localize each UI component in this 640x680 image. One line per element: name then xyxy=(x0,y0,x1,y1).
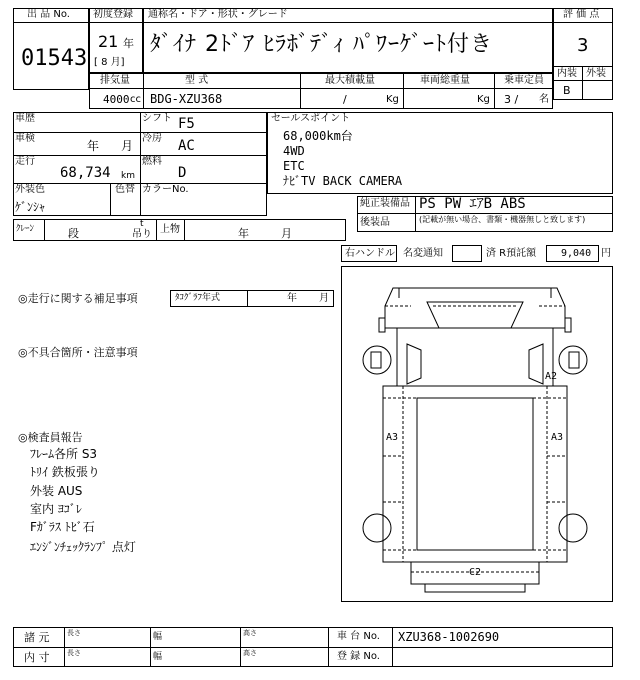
sales-line: ﾅﾋﾞTV BACK CAMERA xyxy=(283,174,403,188)
exterior-label: 外装 xyxy=(586,68,606,79)
color-label: 外装色 xyxy=(15,184,45,195)
name-change-box xyxy=(452,245,482,262)
capacity-unit: 名 xyxy=(539,94,549,105)
registration-label: 登 録 No. xyxy=(337,651,380,662)
sales-line: 68,000km台 xyxy=(283,129,353,143)
kg-unit-2: Kg xyxy=(477,94,490,105)
inspection-month: 月 xyxy=(121,139,134,153)
crane-steps: 段 xyxy=(68,227,79,240)
model-value: BDG-XZU368 xyxy=(150,92,223,106)
inspector-line: 室内 ﾖｺﾞﾚ xyxy=(30,502,82,516)
displacement-value: 4000 xyxy=(103,93,130,106)
lift-label: 上物 xyxy=(160,224,180,235)
dims-label: 諸 元 xyxy=(24,631,50,644)
damage-mark-a3-right: A3 xyxy=(551,432,564,443)
damage-mark-a2: A2 xyxy=(545,371,558,382)
grade-value: 3 xyxy=(577,35,589,56)
mileage-value: 68,734 xyxy=(60,165,111,181)
running-notes-label: ◎走行に関する補足事項 xyxy=(18,292,138,305)
chassis-label: 車 台 No. xyxy=(337,631,380,642)
damage-mark-a3-left: A3 xyxy=(386,432,399,443)
tacho-label: ﾀｺｸﾞﾗﾌ年式 xyxy=(175,293,221,303)
sales-line: 4WD xyxy=(283,144,305,158)
inspector-line: Fｶﾞﾗｽ ﾄﾋﾞ石 xyxy=(30,520,95,534)
equipment-label: 純正装備品 xyxy=(360,198,410,209)
first-reg-label: 初度登録 xyxy=(93,9,133,20)
equipment-value: PS PW ｴｱB ABS xyxy=(419,196,526,212)
shift-label: シフト xyxy=(142,113,172,124)
gross-weight-label: 車両総重量 xyxy=(420,75,470,86)
rhd-label: 右ハンドル xyxy=(345,248,395,259)
lift-month: 月 xyxy=(281,227,292,240)
inspection-label: 車検 xyxy=(15,133,35,144)
damage-mark-c2: C2 xyxy=(469,567,482,578)
vehicle-name: ﾀﾞｲﾅ 2ﾄﾞｱ ﾋﾗﾎﾞﾃﾞｨ ﾊﾟﾜｰｹﾞｰﾄ付き xyxy=(150,32,493,57)
displacement-unit: cc xyxy=(130,94,141,105)
recycle-value: 9,040 xyxy=(561,248,592,259)
ac-label: 冷房 xyxy=(142,133,162,144)
capacity-value: 3 / xyxy=(504,93,519,106)
reg-month: [ 8 月] xyxy=(94,57,125,68)
name-change-label: 名変通知 xyxy=(403,248,443,259)
aftermarket-label: 後装品 xyxy=(360,217,390,228)
name-label: 通称名・ドア・形状・グレード xyxy=(148,9,288,20)
inspector-line: ﾌﾚｰﾑ各所 S3 xyxy=(30,447,98,461)
yen-unit: 円 xyxy=(601,248,611,259)
inspector-line: 外装 AUS xyxy=(30,484,83,498)
ac-value: AC xyxy=(178,138,195,154)
interior-grade: B xyxy=(563,84,571,97)
inner-dims-label: 内 寸 xyxy=(24,651,50,664)
inspector-report-label: ◎検査員報告 xyxy=(18,431,83,444)
color-no-label: カラーNo. xyxy=(142,184,189,195)
aftermarket-note: (記載が無い場合、書類・機器無しと致します) xyxy=(419,215,586,224)
recycle-label: 済 R預託額 xyxy=(486,248,537,259)
length-label: 長さ xyxy=(67,629,81,637)
fuel-label: 燃料 xyxy=(142,156,162,167)
max-load-label: 最大積載量 xyxy=(325,75,375,86)
reg-year: 21 xyxy=(98,32,119,51)
height-label: 高さ xyxy=(243,649,257,657)
capacity-label: 乗車定員 xyxy=(504,75,544,86)
crane-t: t xyxy=(140,219,144,229)
truck-diagram-drawing xyxy=(341,266,613,602)
model-label: 型 式 xyxy=(185,75,209,86)
max-load-value: / xyxy=(343,93,347,106)
mileage-unit: km xyxy=(121,171,135,181)
grade-label: 評 価 点 xyxy=(563,9,600,20)
inspector-line: ﾄﾘｲ 鉄板張り xyxy=(30,465,100,479)
sales-label: セールスポイント xyxy=(271,113,351,124)
color-value: ｹﾞﾝｼｬ xyxy=(15,200,46,214)
crane-hanging: 吊り xyxy=(132,229,152,240)
shift-value: F5 xyxy=(178,116,195,132)
mileage-label: 走行 xyxy=(15,156,35,167)
color-change-label: 色替 xyxy=(115,184,135,195)
lift-year: 年 xyxy=(238,227,249,240)
width-label: 幅 xyxy=(153,632,163,642)
inspector-line: ｴﾝｼﾞﾝﾁｪｯｸﾗﾝﾌﾟ 点灯 xyxy=(30,540,136,554)
reg-year-unit: 年 xyxy=(123,37,134,50)
chassis-number: XZU368-1002690 xyxy=(398,630,500,644)
sales-line: ETC xyxy=(283,159,305,173)
tacho-year: 年 xyxy=(287,293,297,304)
height-label: 高さ xyxy=(243,629,257,637)
fuel-value: D xyxy=(178,165,187,181)
history-label: 車歴 xyxy=(15,113,35,124)
width-label: 幅 xyxy=(153,652,163,662)
kg-unit-1: Kg xyxy=(386,94,399,105)
tacho-month: 月 xyxy=(319,293,329,304)
crane-label: ｸﾚｰﾝ xyxy=(16,224,35,234)
lot-number: 01543 xyxy=(21,46,88,71)
interior-label: 内装 xyxy=(557,68,577,79)
length-label: 長さ xyxy=(67,649,81,657)
lot-label: 出 品 No. xyxy=(27,9,70,20)
inspection-year: 年 xyxy=(87,139,100,153)
displacement-label: 排気量 xyxy=(100,75,130,86)
defect-notes-label: ◎不具合箇所・注意事項 xyxy=(18,346,138,359)
